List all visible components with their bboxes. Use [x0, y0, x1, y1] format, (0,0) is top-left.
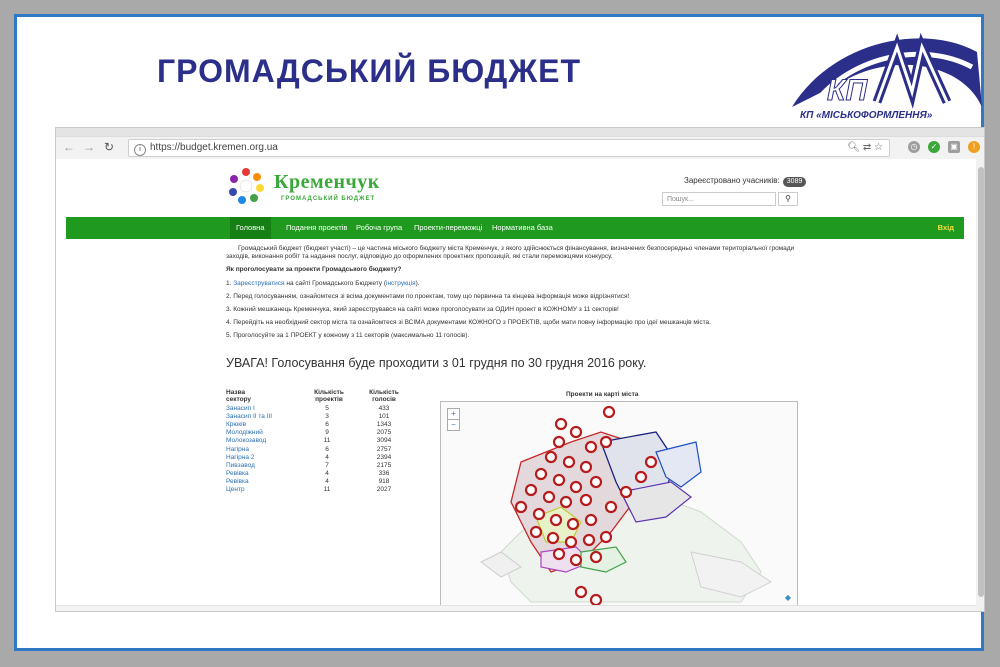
vote-count: 2394 — [376, 453, 392, 461]
map-zoom-in-button[interactable]: + — [447, 408, 460, 420]
main-nav — [66, 217, 964, 239]
intro-paragraph: Громадський бюджет (бюджет участі) – це частина міського бюджету міста Кременчук, з якого здійснюється фінансування, визначених безпосередньо членами територіальної громади заходів, виконання робіт та надання послуг, відповідно до оформлених проектних пропозицій, які стали переможцями конкурсу. — [226, 245, 795, 260]
vote-count: 433 — [378, 405, 390, 412]
extension-clock-icon[interactable]: ◷ — [908, 141, 920, 153]
vote-count: 3094 — [376, 437, 392, 445]
logo-caption: КП «МІСЬКОФОРМЛЕННЯ» — [800, 110, 933, 121]
table-row — [226, 478, 416, 486]
sector-link[interactable]: Занасип I — [226, 405, 255, 412]
vote-count: 101 — [378, 413, 390, 421]
vertical-scrollbar[interactable] — [976, 159, 985, 612]
project-count: 5 — [325, 405, 329, 412]
reload-button[interactable]: ↻ — [103, 140, 115, 154]
extension-alert-icon[interactable]: ! — [968, 141, 980, 153]
project-count: 6 — [325, 421, 329, 429]
vote-count: 2175 — [376, 461, 392, 469]
project-count: 4 — [325, 477, 329, 485]
nav-item-normative-base[interactable]: Нормативна база — [492, 223, 553, 232]
project-count: 3 — [325, 413, 329, 421]
project-count: 11 — [323, 437, 331, 445]
step-3: 3. Кожний мешканець Кременчука, який зареєструвався на сайті може проголосувати за ОДИН проект в КОЖНОМУ з 11 секторів! — [226, 306, 619, 313]
sector-link[interactable]: Молокозавод — [226, 437, 267, 445]
step-5: 5. Проголосуйте за 1 ПРОЕКТ у кожному з 11 секторів (максимально 11 голосів). — [226, 332, 470, 339]
th-votes: Кількість голосів — [369, 389, 399, 403]
table-row — [226, 413, 416, 421]
map-zoom-out-button[interactable]: − — [447, 419, 460, 431]
project-count: 9 — [325, 429, 329, 437]
sector-link[interactable]: Центр — [226, 486, 245, 493]
vote-count: 2027 — [376, 486, 392, 493]
omnibox-icons — [847, 140, 883, 156]
sector-link[interactable]: Молодіжний — [226, 429, 263, 437]
voting-warning: УВАГА! Голосування буде проходити з 01 грудня по 30 грудня 2016 року. — [226, 356, 647, 370]
table-row — [226, 454, 416, 462]
table-row — [226, 437, 416, 445]
nav-item-working-group[interactable]: Робоча група — [356, 223, 403, 232]
table-row — [226, 421, 416, 429]
extension-box-icon[interactable]: ▣ — [948, 141, 960, 153]
address-bar[interactable] — [128, 139, 890, 157]
project-count: 6 — [325, 445, 329, 453]
translate-icon[interactable]: ⇄ — [862, 142, 872, 153]
slide-frame — [14, 14, 984, 651]
search-input[interactable]: Пошук... — [662, 192, 776, 206]
site-header — [56, 159, 976, 215]
forward-button[interactable]: → — [83, 140, 95, 154]
site-name[interactable]: Кременчук — [274, 171, 380, 193]
vote-count: 2075 — [376, 429, 392, 437]
page-footer-strip — [56, 605, 976, 612]
sector-link[interactable]: Пивзавод — [226, 461, 255, 469]
step-1: 1. Зареєструватися на сайті Громадського Бюджету (інструкція). — [226, 280, 420, 287]
site-subtitle: ГРОМАДСЬКИЙ БЮДЖЕТ — [281, 196, 376, 202]
browser-window — [55, 127, 985, 612]
zoom-icon[interactable]: 🔍︎ — [847, 142, 861, 153]
map-canvas[interactable] — [441, 402, 797, 606]
browser-toolbar — [56, 137, 984, 160]
th-count: Кількість проектів — [314, 389, 344, 403]
city-map[interactable] — [440, 401, 798, 607]
extension-shield-icon[interactable]: ✓ — [928, 141, 940, 153]
instruction-link[interactable]: інструкція — [386, 280, 416, 287]
map-title: Проекти на карті міста — [566, 391, 639, 398]
site-info-icon[interactable]: i — [134, 144, 146, 156]
vote-count: 1343 — [376, 421, 392, 429]
sector-link[interactable]: Нагірна 2 — [226, 453, 255, 461]
howto-heading: Як проголосувати за проекти Громадського бюджету? — [226, 266, 402, 273]
kremenchuk-emblem-icon[interactable] — [226, 166, 266, 206]
back-button[interactable]: ← — [63, 140, 75, 154]
register-link[interactable]: Зареєструватися — [233, 280, 285, 287]
nav-item-submit-projects[interactable]: Подання проектів — [286, 223, 348, 232]
search-icon: ⚲ — [785, 194, 791, 203]
login-link[interactable]: Вхід — [937, 223, 954, 232]
registered-count-badge: 3089 — [783, 177, 807, 187]
map-attribution-icon[interactable]: ◆ — [784, 593, 791, 602]
sector-link[interactable]: Ревівка — [226, 469, 249, 477]
project-count: 7 — [325, 461, 329, 469]
search-button[interactable] — [778, 192, 798, 206]
table-row — [226, 470, 416, 478]
nav-item-winners[interactable]: Проекти-переможці — [414, 223, 483, 232]
table-row — [226, 405, 416, 413]
tab-strip — [56, 128, 984, 137]
table-row — [226, 429, 416, 437]
project-count: 11 — [323, 486, 331, 493]
vote-count: 336 — [378, 469, 390, 477]
project-count: 4 — [325, 453, 329, 461]
sector-link[interactable]: Занасип II та III — [226, 413, 273, 421]
th-sector: Назва сектору — [226, 389, 252, 403]
registered-label: Зареєстровано учасників: — [684, 176, 780, 185]
page-viewport — [56, 159, 985, 612]
sector-link[interactable]: Крюків — [226, 421, 247, 429]
table-row — [226, 462, 416, 470]
sector-link[interactable]: Ревівка — [226, 477, 249, 485]
main-content — [226, 245, 806, 345]
vote-count: 2757 — [376, 445, 392, 453]
project-count: 4 — [325, 469, 329, 477]
url-text: https://budget.kremen.org.ua — [150, 142, 278, 153]
sector-link[interactable]: Нагірна — [226, 445, 249, 453]
nav-item-home[interactable]: Головна — [230, 217, 271, 239]
slide-title: ГРОМАДСЬКИЙ БЮДЖЕТ — [157, 53, 582, 89]
bookmark-star-icon[interactable]: ☆ — [874, 142, 883, 153]
step-2: 2. Перед голосуванням, ознайомтеся зі всіма документами по проектам, тому що первинна та кінцева інформація може відрізнятися! — [226, 293, 630, 300]
registered-counter — [684, 176, 806, 187]
step-4: 4. Перейдіть на необхідний сектор міста та ознайомтеся зі ВСІМА документами КОЖНОГО з ПРОЕКТІВ, щоби мати повну інформацію про ідеї мешканців міста. — [226, 319, 711, 326]
vote-count: 918 — [378, 477, 390, 485]
table-row — [226, 486, 416, 494]
table-row — [226, 446, 416, 454]
scrollbar-thumb[interactable] — [978, 167, 984, 597]
logo-text: КП — [827, 74, 868, 107]
